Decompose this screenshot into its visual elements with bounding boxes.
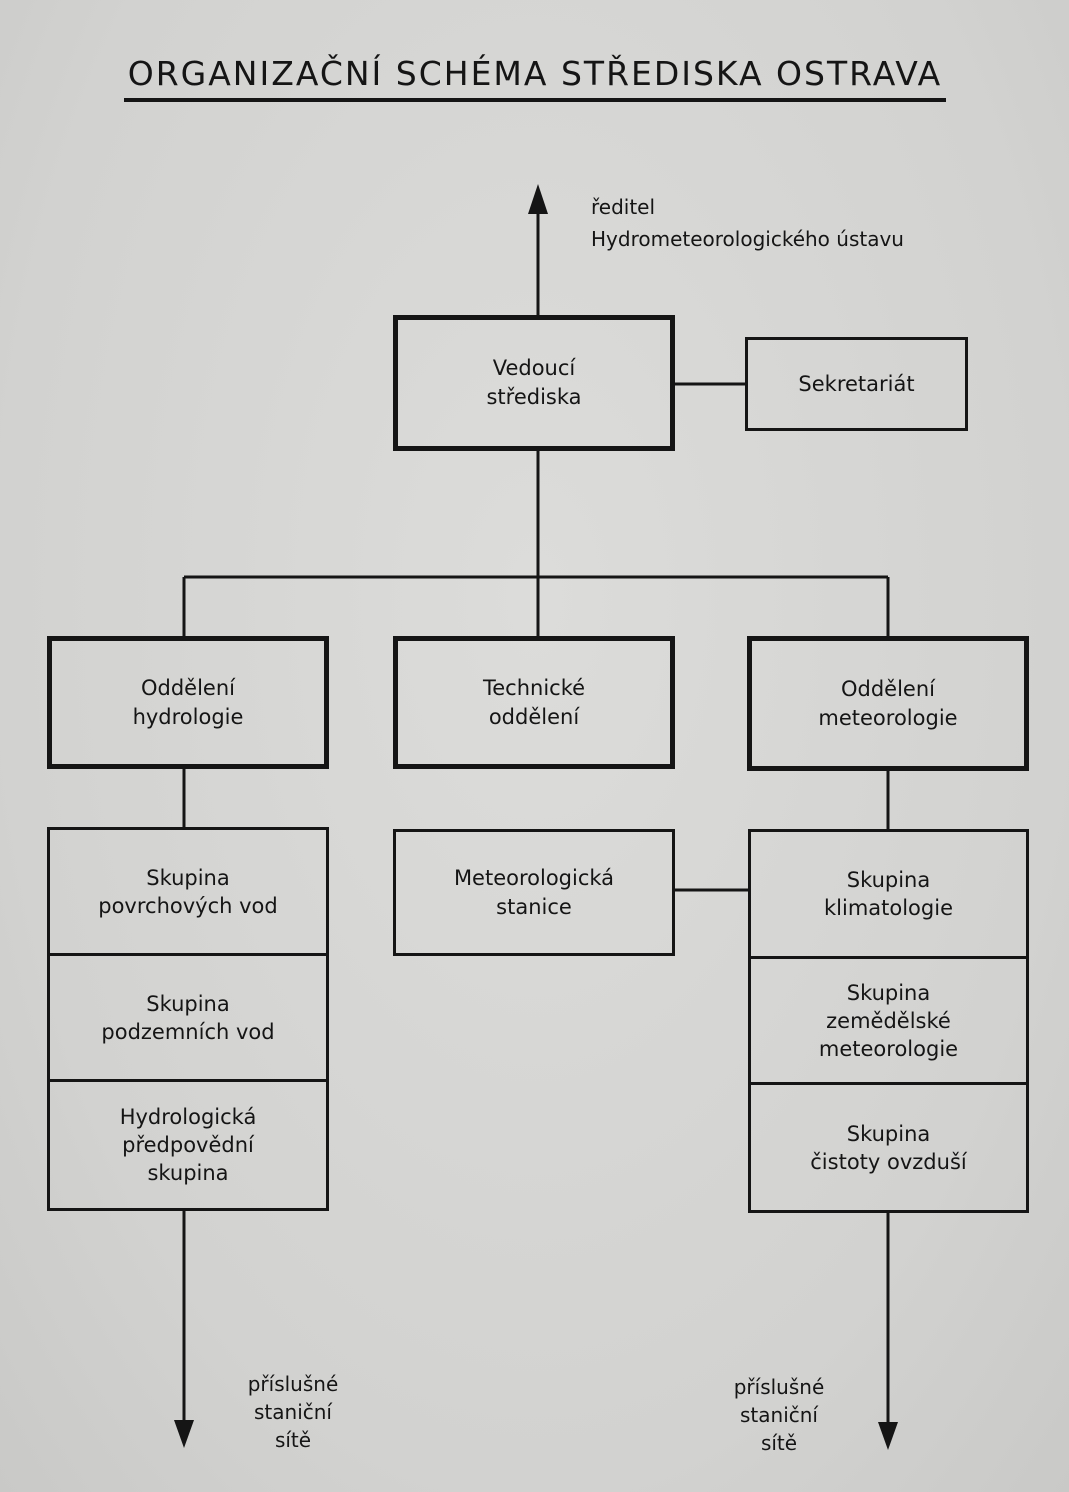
group-hydrological-forecast	[50, 1082, 326, 1208]
hydrology-groups-stack	[47, 827, 329, 1211]
head-box	[393, 315, 675, 451]
group-groundwater	[50, 956, 326, 1082]
group-climatology	[751, 832, 1026, 959]
hydrology-department-box	[47, 636, 329, 769]
group-agricultural-meteorology-label: Skupina zemědělské meteorologie	[818, 980, 959, 1061]
technical-department-box	[393, 636, 675, 769]
meteorology-department-label: Oddělení meteorologie	[818, 676, 958, 730]
group-surface-water	[50, 830, 326, 956]
meteorology-department-box	[747, 636, 1029, 771]
up-arrow-icon	[528, 184, 548, 214]
weather-station-label: Meteorologická stanice	[453, 865, 615, 919]
down-arrow-right-icon	[878, 1422, 898, 1450]
head-label: Vedoucí střediska	[486, 356, 582, 409]
group-hydrological-forecast-label: Hydrologická předpovědní skupina	[119, 1105, 257, 1185]
chart-title: ORGANIZAČNÍ SCHÉMA STŘEDISKA OSTRAVA	[127, 54, 943, 93]
director-note: ředitel Hydrometeorologického ústavu	[591, 195, 904, 251]
network-note-right: příslušné staniční sítě	[733, 1375, 825, 1455]
group-agricultural-meteorology	[751, 959, 1026, 1085]
group-surface-water-label: Skupina povrchových vod	[98, 865, 278, 918]
group-groundwater-label: Skupina podzemních vod	[101, 991, 275, 1044]
network-note-left: příslušné staniční sítě	[247, 1372, 339, 1452]
group-air-quality	[751, 1085, 1026, 1210]
hydrology-department-label: Oddělení hydrologie	[132, 675, 244, 729]
down-arrow-left-icon	[174, 1420, 194, 1448]
secretariat-box	[745, 337, 968, 431]
group-climatology-label: Skupina klimatologie	[823, 868, 953, 920]
meteorology-groups-stack	[748, 829, 1029, 1213]
weather-station-box	[393, 829, 675, 956]
technical-department-label: Technické oddělení	[482, 675, 586, 729]
secretariat-label: Sekretariát	[798, 371, 915, 396]
group-air-quality-label: Skupina čistoty ovzduší	[810, 1121, 967, 1174]
